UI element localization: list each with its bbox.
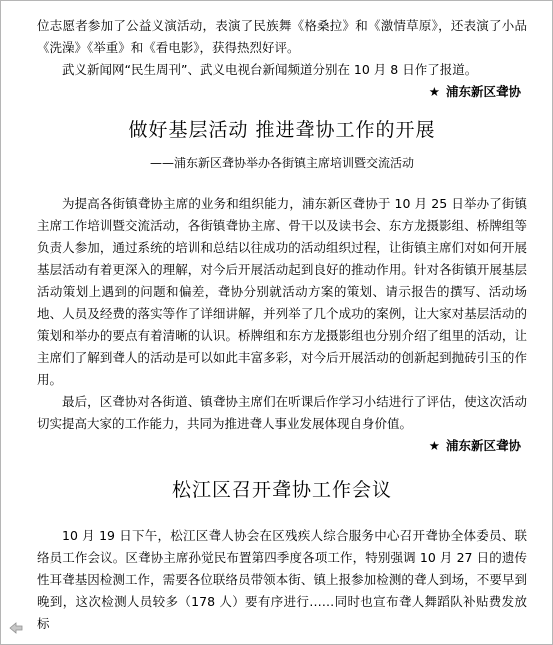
signature-1: [37, 81, 527, 103]
signature-text: 浦东新区聋协: [445, 438, 521, 453]
star-icon: ★: [428, 438, 440, 453]
signature-text: 浦东新区聋协: [445, 84, 521, 99]
intro-report-paragraph: 武义新闻网“民生周刊”、武义电视台新闻频道分别在 10 月 8 日作了报道。: [62, 62, 478, 77]
document-content: [37, 15, 527, 635]
left-arrow-icon[interactable]: [9, 622, 23, 634]
signature-2: [37, 435, 527, 457]
article-subtitle: ——浦东新区聋协举办各街镇主席培训暨交流活动: [149, 156, 414, 170]
article-paragraph: 为提高各街镇聋协主席的业务和组织能力，浦东新区聋协于 10 月 25 日举办了街镇主席工作培训暨交流活动，各街镇聋协主席、骨干以及读书会、东方龙摄影组、桥牌组等负责人参加，通过系统的培训和总结以往成功的活动组织过程，让街镇主席们对如何开展基层活动有着更深入的理解，对今后开展活动起到良好的推动作用。针对各街镇开展基层活动策划上遇到的问题和偏差，聋协分别就活动方案的策划、请示报告的撰写、活动场地、人员及经费的落实等作了详细讲解，并列举了几个成功的案例，让大家对基层活动的策划和举办的要点有着清晰的认识。桥牌组和东方龙摄影组也分别介绍了组里的活动，让主席们了解到聋人的活动是可以如此丰富多彩，对今后开展活动的创新起到抛砖引玉的作用。: [37, 196, 527, 387]
star-icon: ★: [428, 84, 440, 99]
article-title: 松江区召开聋协工作会议: [171, 479, 392, 501]
article-paragraph: 最后，区聋协对各街道、镇聋协主席们在听课后作学习小结进行了评估，使这次活动切实提高大家的工作能力，共同为推进聋人事业发展体现自身价值。: [37, 394, 527, 431]
article-title: 做好基层活动 推进聋协工作的开展: [128, 119, 436, 141]
intro-paragraph: 位志愿者参加了公益义演活动，表演了民族舞《格桑拉》和《激情草原》，还表演了小品《洗澡》《举重》和《看电影》，获得热烈好评。: [37, 18, 527, 55]
article-paragraph: 10 月 19 日下午，松江区聋人协会在区残疾人综合服务中心召开聋协全体委员、联络员工作会议。区聋协主席孙觉民布置第四季度各项工作，特别强调 10 月 27 日的遗传性耳聋基因检测工作，需要各位联络员带领本街、镇上报参加检测的聋人到场，不要早到晚到，这次检测人员较多（178 人）要有序进行……同时也宣布聋人舞蹈队补贴费发放标: [37, 528, 527, 631]
